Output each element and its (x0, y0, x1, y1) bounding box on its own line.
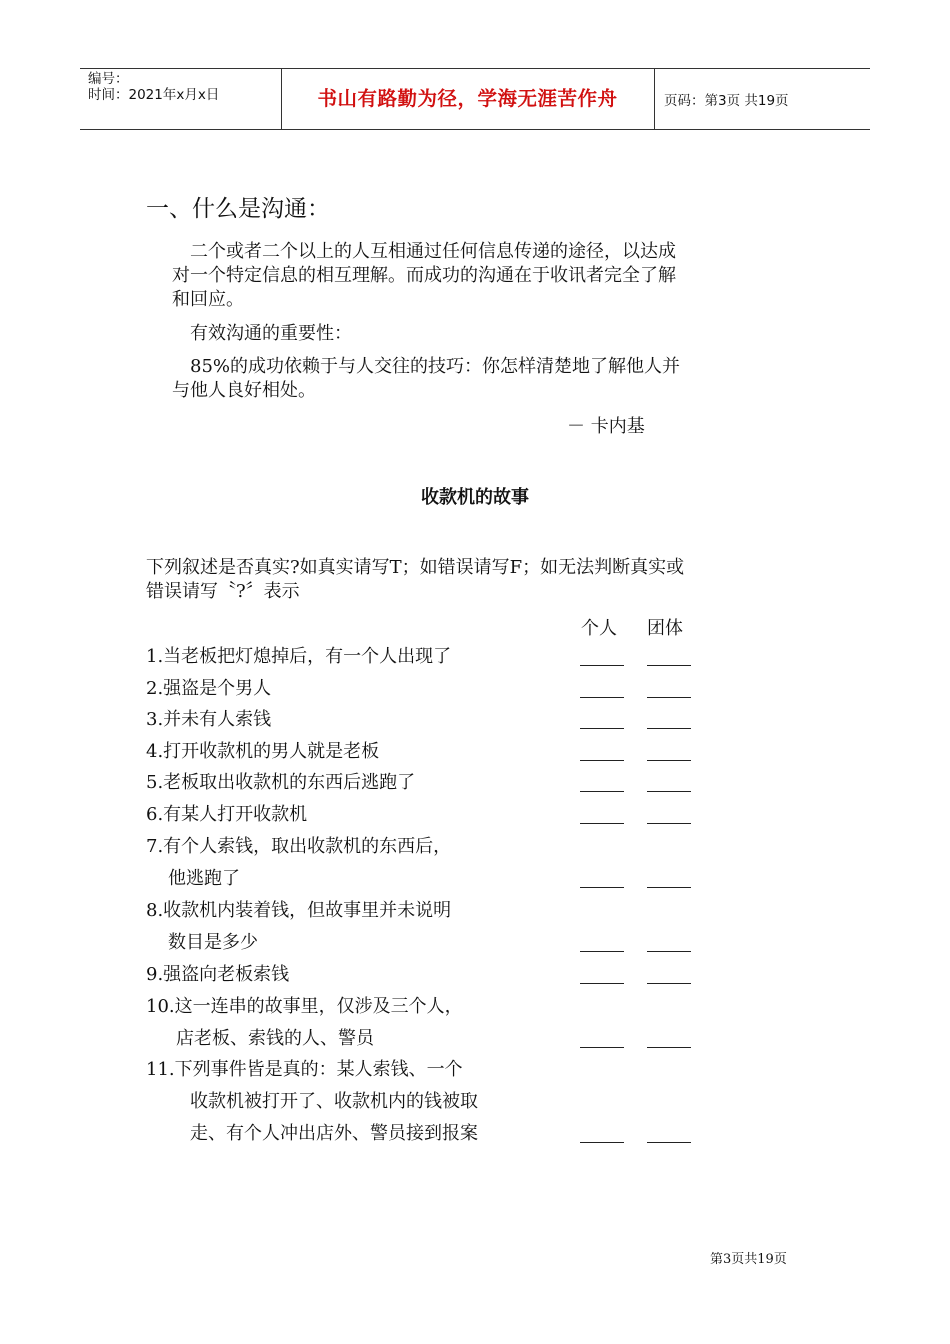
section-heading: 一、什么是沟通： (146, 196, 330, 222)
question-line: 走、有个人冲出店外、警员接到报案 (190, 1123, 478, 1144)
question-line: 店老板、索钱的人、警员 (176, 1028, 374, 1049)
importance-heading: 有效沟通的重要性： (172, 323, 352, 344)
answer-blank-group[interactable] (647, 1047, 691, 1048)
question-item (146, 1058, 478, 1146)
answer-blank-personal[interactable] (580, 760, 624, 761)
answer-blank-group[interactable] (647, 1142, 691, 1143)
answer-blank-group[interactable] (647, 951, 691, 952)
definition-line: 对一个特定信息的相互理解。而成功的沟通在于收讯者完全了解 (172, 265, 676, 286)
question-item: 3.并未有人索钱 (146, 709, 272, 730)
question-line: 他逃跑了 (168, 868, 240, 889)
answer-blank-group[interactable] (647, 887, 691, 888)
quote-paragraph (172, 355, 680, 403)
header-page-info: 页码：第3页 共19页 (664, 93, 789, 109)
question-item: 4.打开收款机的男人就是老板 (146, 741, 380, 762)
answer-blank-group[interactable] (647, 697, 691, 698)
answer-blank-personal[interactable] (580, 728, 624, 729)
instruction-line: 错误请写〝?〞表示 (146, 581, 300, 602)
question-item: 9.强盗向老板索钱 (146, 964, 290, 985)
definition-line: 二个或者二个以上的人互相通过任何信息传递的途径，以达成 (172, 241, 676, 262)
answer-blank-personal[interactable] (580, 887, 624, 888)
quote-line: 85%的成功依赖于与人交往的技巧：你怎样清楚地了解他人并 (172, 356, 681, 377)
instruction-line: 下列叙述是否真实?如真实请写T；如错误请写F；如无法判断真实或 (146, 557, 685, 578)
question-line: 11.下列事件皆是真的：某人索钱、一个 (146, 1059, 463, 1080)
question-item: 6.有某人打开收款机 (146, 804, 308, 825)
header-divider (654, 69, 655, 129)
answer-blank-personal[interactable] (580, 983, 624, 984)
question-line: 收款机被打开了、收款机内的钱被取 (190, 1091, 478, 1112)
story-title: 收款机的故事 (421, 487, 529, 508)
answer-blank-personal[interactable] (580, 791, 624, 792)
answer-blank-personal[interactable] (580, 665, 624, 666)
answer-blank-personal[interactable] (580, 951, 624, 952)
answer-blank-group[interactable] (647, 728, 691, 729)
footer-page-info: 第3页共19页 (710, 1252, 787, 1267)
time-label: 时间：2021年x月x日 (88, 87, 220, 103)
answer-blank-group[interactable] (647, 983, 691, 984)
answer-blank-personal[interactable] (580, 697, 624, 698)
answer-blank-personal[interactable] (580, 1142, 624, 1143)
column-header-personal: 个人 (581, 618, 617, 639)
column-header-group: 团体 (647, 618, 683, 639)
question-line: 7.有个人索钱，取出收款机的东西后， (146, 836, 452, 857)
definition-line: 和回应。 (172, 289, 244, 310)
header-motto: 书山有路勤为径，学海无涯苦作舟 (317, 87, 618, 110)
number-label: 编号： (88, 71, 129, 87)
question-item: 2.强盗是个男人 (146, 678, 272, 699)
answer-blank-group[interactable] (647, 823, 691, 824)
question-item: 1.当老板把灯熄掉后，有一个人出现了 (146, 646, 452, 667)
question-line: 8.收款机内装着钱，但故事里并未说明 (146, 900, 452, 921)
answer-blank-group[interactable] (647, 665, 691, 666)
document-header (80, 68, 870, 130)
answer-blank-group[interactable] (647, 791, 691, 792)
quote-line: 与他人良好相处。 (172, 380, 316, 401)
question-item: 5.老板取出收款机的东西后逃跑了 (146, 772, 416, 793)
header-meta (88, 71, 219, 103)
question-item (146, 899, 451, 955)
question-line: 数目是多少 (168, 932, 258, 953)
answer-blank-personal[interactable] (580, 1047, 624, 1048)
answer-blank-personal[interactable] (580, 823, 624, 824)
question-line: 10.这一连串的故事里，仅涉及三个人， (146, 996, 463, 1017)
quote-author: － 卡内基 (567, 416, 645, 437)
answer-blank-group[interactable] (647, 760, 691, 761)
definition-paragraph (172, 240, 676, 312)
story-instructions (146, 556, 684, 604)
question-item (146, 835, 451, 891)
question-item (146, 995, 463, 1051)
